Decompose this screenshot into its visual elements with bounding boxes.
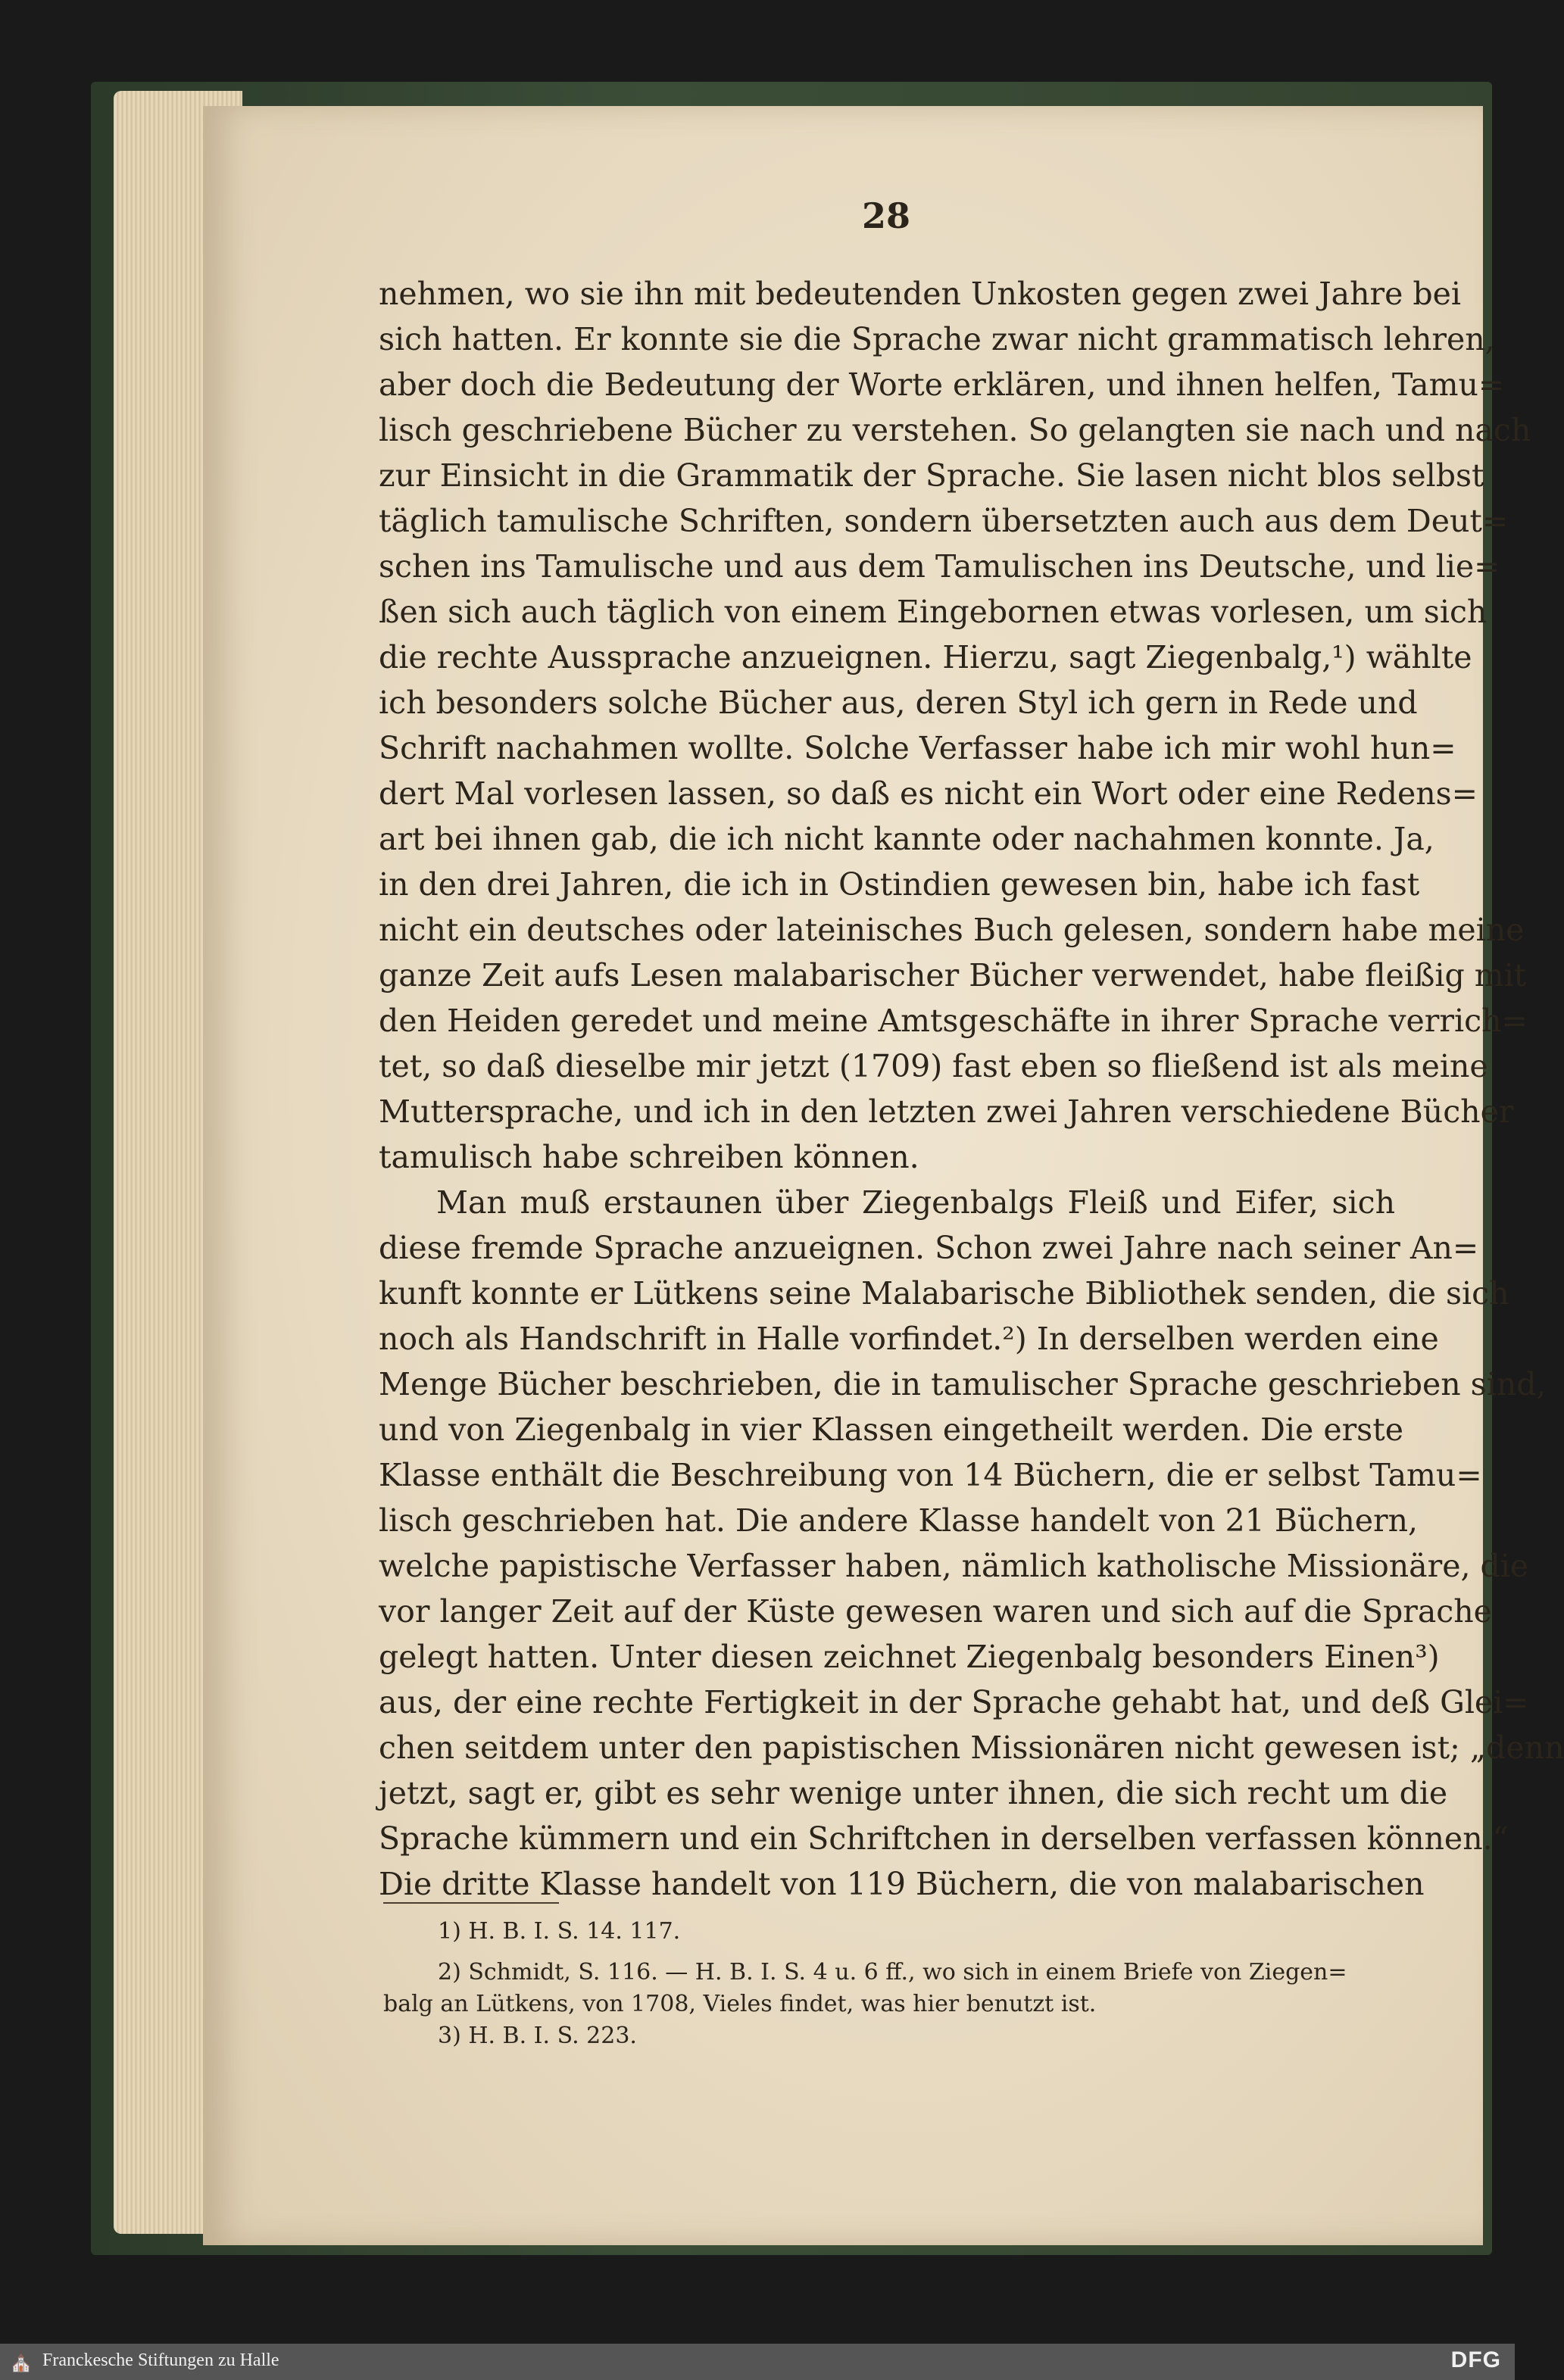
text-line: aus, der eine rechte Fertigkeit in der Sprache gehabt hat, und deß Glei=	[379, 1684, 1529, 1720]
text-line: dert Mal vorlesen lassen, so daß es nicht ein Wort oder eine Redens=	[379, 775, 1478, 812]
footnote-3: 3) H. B. I. S. 223.	[438, 2023, 637, 2049]
text-line: tamulisch habe schreiben können.	[379, 1139, 919, 1175]
text-line: ich besonders solche Bücher aus, deren Styl ich gern in Rede und	[379, 685, 1418, 721]
text-line: nicht ein deutsches oder lateinisches Buch gelesen, sondern habe meine	[379, 912, 1525, 948]
text-line: kunft konnte er Lütkens seine Malabarische Bibliothek senden, die sich	[379, 1275, 1509, 1312]
text-line: täglich tamulische Schriften, sondern übersetzten auch aus dem Deut=	[379, 503, 1509, 539]
text-line: jetzt, sagt er, gibt es sehr wenige unter ihnen, die sich recht um die	[379, 1775, 1448, 1811]
footnote-2-continued: balg an Lütkens, von 1708, Vieles findet, was hier benutzt ist.	[383, 1991, 1097, 2017]
dfg-logo: DFG	[1450, 2347, 1501, 2372]
text-line: chen seitdem unter den papistischen Missionären nicht gewesen ist; „denn	[379, 1730, 1564, 1766]
text-line: sich hatten. Er konnte sie die Sprache zwar nicht grammatisch lehren,	[379, 321, 1495, 357]
text-line: ßen sich auch täglich von einem Eingebornen etwas vorlesen, um sich	[379, 594, 1488, 630]
text-line: noch als Handschrift in Halle vorfindet.²) In derselben werden eine	[379, 1321, 1439, 1357]
text-line: vor langer Zeit auf der Küste gewesen waren und sich auf die Sprache	[379, 1593, 1492, 1630]
text-line: die rechte Aussprache anzueignen. Hierzu, sagt Ziegenbalg,¹) wählte	[379, 639, 1472, 675]
text-line: welche papistische Verfasser haben, nämlich katholische Missionäre, die	[379, 1548, 1529, 1584]
text-line: art bei ihnen gab, die ich nicht kannte oder nachahmen konnte. Ja,	[379, 821, 1434, 857]
text-line: in den drei Jahren, die ich in Ostindien gewesen bin, habe ich fast	[379, 866, 1420, 903]
text-line: und von Ziegenbalg in vier Klassen eingetheilt werden. Die erste	[379, 1411, 1403, 1448]
text-line: zur Einsicht in die Grammatik der Sprache. Sie lasen nicht blos selbst	[379, 457, 1484, 494]
footnote-2: 2) Schmidt, S. 116. — H. B. I. S. 4 u. 6 ff., wo sich in einem Briefe von Ziegen=	[438, 1959, 1347, 1985]
text-line: ganze Zeit aufs Lesen malabarischer Bücher verwendet, habe fleißig mit	[379, 957, 1527, 993]
institution-logo-icon: ⛪	[8, 2350, 34, 2373]
text-line: Muttersprache, und ich in den letzten zwei Jahren verschiedene Bücher	[379, 1093, 1514, 1130]
text-line: Klasse enthält die Beschreibung von 14 Büchern, die er selbst Tamu=	[379, 1457, 1482, 1493]
text-line: aber doch die Bedeutung der Worte erklären, und ihnen helfen, Tamu=	[379, 367, 1505, 403]
text-line: gelegt hatten. Unter diesen zeichnet Ziegenbalg besonders Einen³)	[379, 1639, 1440, 1675]
text-line: Man muß erstaunen über Ziegenbalgs Fleiß und Eifer, sich	[436, 1184, 1395, 1221]
text-line: Menge Bücher beschrieben, die in tamulischer Sprache geschrieben sind,	[379, 1366, 1547, 1402]
page-number: 28	[861, 195, 910, 236]
footnotes	[383, 1916, 1395, 2052]
text-line: den Heiden geredet und meine Amtsgeschäfte in ihrer Sprache verrich=	[379, 1003, 1528, 1039]
text-line: tet, so daß dieselbe mir jetzt (1709) fast eben so fließend ist als meine	[379, 1048, 1488, 1084]
text-line: Die dritte Klasse handelt von 119 Büchern, die von malabarischen	[379, 1866, 1425, 1902]
text-line: nehmen, wo sie ihn mit bedeutenden Unkosten gegen zwei Jahre bei	[379, 276, 1461, 312]
body-text	[379, 271, 1564, 1907]
text-line: schen ins Tamulische und aus dem Tamulischen ins Deutsche, und lie=	[379, 548, 1500, 585]
text-line: Sprache kümmern und ein Schriftchen in derselben verfassen können.“	[379, 1820, 1509, 1857]
text-line: lisch geschriebene Bücher zu verstehen. So gelangten sie nach und nach	[379, 412, 1531, 448]
footnote-rule	[383, 1902, 559, 1904]
text-line: diese fremde Sprache anzueignen. Schon zwei Jahre nach seiner An=	[379, 1230, 1479, 1266]
footnote-1: 1) H. B. I. S. 14. 117.	[438, 1918, 681, 1945]
institution-name: Franckesche Stiftungen zu Halle	[42, 2350, 279, 2370]
text-line: Schrift nachahmen wollte. Solche Verfasser habe ich mir wohl hun=	[379, 730, 1456, 766]
text-line: lisch geschrieben hat. Die andere Klasse handelt von 21 Büchern,	[379, 1502, 1419, 1539]
